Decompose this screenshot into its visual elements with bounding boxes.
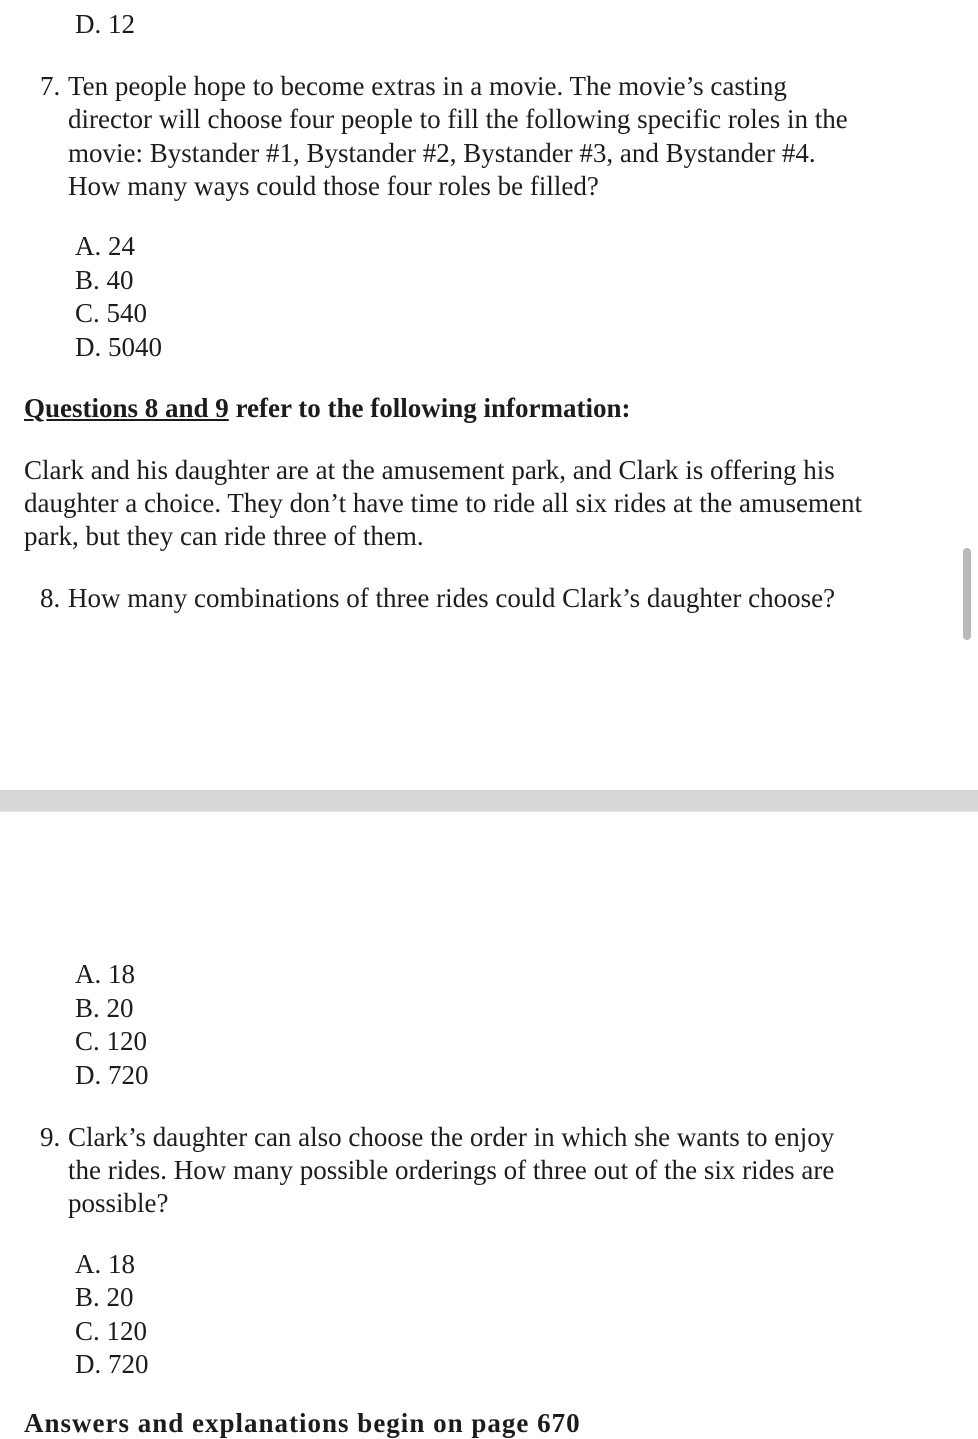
scrollbar-thumb[interactable] — [963, 548, 971, 640]
info-heading-underlined: Questions 8 and 9 — [24, 393, 229, 423]
option-c: C. 540 — [75, 298, 148, 328]
option-a: A. 24 — [75, 231, 135, 261]
option-c: C. 120 — [75, 1316, 148, 1346]
question-text-line: director will choose four people to fill the following specific roles in the — [68, 104, 848, 134]
option-a: A. 18 — [75, 959, 135, 989]
question-text-line: the rides. How many possible orderings of three out of the six rides are — [68, 1155, 835, 1185]
page-divider — [0, 790, 978, 812]
prev-option-d: D. 12 — [75, 9, 135, 39]
info-text-line: daughter a choice. They don’t have time to ride all six rides at the amusement — [24, 488, 862, 518]
question-number: 8. — [40, 583, 61, 613]
footer-note: Answers and explanations begin on page 670 — [24, 1408, 581, 1438]
question-text-line: Ten people hope to become extras in a movie. The movie’s casting — [68, 71, 787, 101]
option-a: A. 18 — [75, 1249, 135, 1279]
option-d: D. 720 — [75, 1060, 149, 1090]
option-b: B. 20 — [75, 1282, 134, 1312]
option-c: C. 120 — [75, 1026, 148, 1056]
question-text-line: How many ways could those four roles be filled? — [68, 171, 599, 201]
question-number: 7. — [40, 71, 61, 101]
question-text-line: Clark’s daughter can also choose the order in which she wants to enjoy — [68, 1122, 835, 1152]
option-b: B. 40 — [75, 265, 134, 295]
info-text-line: park, but they can ride three of them. — [24, 521, 424, 551]
info-heading — [24, 391, 631, 425]
info-text-line: Clark and his daughter are at the amusement park, and Clark is offering his — [24, 455, 835, 485]
question-text-line: possible? — [68, 1188, 169, 1218]
option-b: B. 20 — [75, 993, 134, 1023]
option-d: D. 5040 — [75, 332, 162, 362]
question-number: 9. — [40, 1122, 61, 1152]
info-heading-rest: refer to the following information: — [228, 393, 631, 423]
option-d: D. 720 — [75, 1349, 149, 1379]
question-text-line: movie: Bystander #1, Bystander #2, Bystander #3, and Bystander #4. — [68, 138, 816, 168]
question-text-line: How many combinations of three rides could Clark’s daughter choose? — [68, 583, 836, 613]
